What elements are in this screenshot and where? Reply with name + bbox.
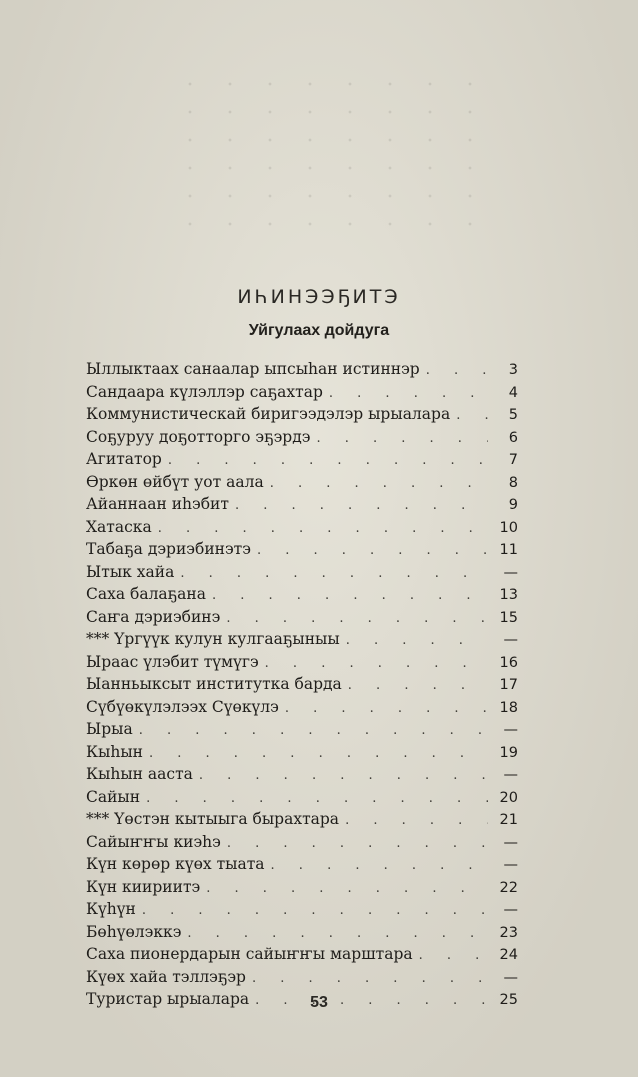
toc-entry xyxy=(86,493,518,516)
toc-entry-title: Сүбүөкүлэлээх Сүөкүлэ xyxy=(86,697,279,716)
dot-leader xyxy=(419,945,488,968)
toc-entry-page: 6 xyxy=(508,429,518,446)
toc-entry-page: — xyxy=(503,902,518,918)
toc-entry-title: Күөх хайа тэллэҕэр xyxy=(86,967,246,986)
toc-entry xyxy=(86,696,518,719)
toc-entry-title: Агитатор xyxy=(86,450,162,468)
dot-leader xyxy=(285,698,488,721)
toc-entry-page: 16 xyxy=(499,654,518,671)
toc-entry-title: Күн көрөр күөх тыата xyxy=(86,855,265,873)
toc-entry-page: 9 xyxy=(508,497,518,513)
dot-leader xyxy=(235,495,488,518)
toc-entry-page: 17 xyxy=(499,677,518,693)
toc-list xyxy=(86,358,518,1011)
dot-leader xyxy=(271,855,488,878)
toc-entry-page: — xyxy=(503,564,518,581)
toc-entry-page: 11 xyxy=(499,542,518,558)
dot-leader xyxy=(206,878,488,901)
toc-entry-page: 23 xyxy=(499,924,518,941)
page-number: 53 xyxy=(310,994,328,1011)
toc-entry-title: Ырыа xyxy=(86,720,133,738)
toc-entry xyxy=(86,853,518,876)
toc-entry xyxy=(86,561,518,584)
dot-leader xyxy=(146,788,488,811)
dot-leader xyxy=(199,765,488,788)
toc-entry-page: 25 xyxy=(499,992,518,1008)
toc-entry xyxy=(86,673,518,696)
toc-entry xyxy=(86,898,518,921)
toc-entry-title: Саҥа дэриэбинэ xyxy=(86,607,221,626)
toc-entry-title: Ытык хайа xyxy=(86,562,175,581)
toc-entry-page: 22 xyxy=(499,879,518,896)
toc-entry-page: — xyxy=(503,969,518,986)
dot-leader xyxy=(142,900,488,923)
toc-entry-title: Саха пионердарын сайыҥҥы марштара xyxy=(86,945,413,963)
toc-entry-title: Сандаара күлэллэр саҕахтар xyxy=(86,382,323,401)
dot-leader xyxy=(226,608,488,631)
toc-entry-page: 20 xyxy=(499,789,518,806)
toc-entry-page: 3 xyxy=(508,362,518,378)
toc-entry-title: Ыллыктаах санаалар ыпсыһан истиннэр xyxy=(86,360,420,378)
dot-leader xyxy=(265,653,488,676)
toc-entry-page: 8 xyxy=(508,474,518,491)
dot-leader xyxy=(139,720,488,743)
toc-entry xyxy=(86,516,518,539)
toc-entry-page: 19 xyxy=(499,744,518,761)
toc-entry xyxy=(86,583,518,606)
toc-entry-title: *** Үөстэн кытыыга бырахтара xyxy=(86,810,340,828)
toc-entry xyxy=(86,763,518,786)
dot-leader xyxy=(257,540,488,563)
show-through-marks xyxy=(170,70,490,250)
dot-leader xyxy=(252,968,488,991)
toc-entry xyxy=(86,808,518,831)
toc-entry-title: Коммунистическай биригээдэлэр ырыалара xyxy=(86,405,451,423)
toc-entry-page: 10 xyxy=(499,519,518,536)
toc-entry-title: Соҕуруу доҕотторго эҕэрдэ xyxy=(86,427,311,446)
toc-entry-title: Кыһын xyxy=(86,742,143,761)
toc-entry-page: 5 xyxy=(508,407,518,423)
toc-entry-title: Туристар ырыалара xyxy=(86,990,250,1008)
dot-leader xyxy=(180,563,488,586)
toc-entry xyxy=(86,831,518,854)
toc-entry-page: 15 xyxy=(499,609,518,626)
dot-leader xyxy=(316,428,488,451)
dot-leader xyxy=(426,360,488,383)
toc-entry-title: Кыһын ааста xyxy=(86,765,193,783)
toc-entry xyxy=(86,448,518,471)
toc-entry-page: 18 xyxy=(499,699,518,716)
toc-entry xyxy=(86,786,518,809)
toc-entry-page: — xyxy=(503,767,518,783)
toc-entry-title: Күн киириитэ xyxy=(86,877,201,896)
toc-entry-title: Өркөн өйбүт уот аала xyxy=(86,472,264,491)
toc-entry xyxy=(86,426,518,449)
toc-entry-title: Ыанньыксыт институтка барда xyxy=(86,675,342,693)
dot-leader xyxy=(329,383,488,406)
toc-entry xyxy=(86,966,518,989)
dot-leader xyxy=(187,923,488,946)
toc-entry xyxy=(86,651,518,674)
toc-entry xyxy=(86,718,518,741)
toc-entry-title: Бөһүөлэккэ xyxy=(86,922,182,941)
toc-entry xyxy=(86,538,518,561)
toc-entry xyxy=(86,381,518,404)
toc-entry xyxy=(86,876,518,899)
dot-leader xyxy=(158,518,488,541)
toc-entry-title: Саха балаҕана xyxy=(86,585,206,603)
toc-entry-page: — xyxy=(503,857,518,873)
toc-entry xyxy=(86,606,518,629)
dot-leader xyxy=(168,450,488,473)
toc-entry-title: Хатаска xyxy=(86,517,152,536)
dot-leader xyxy=(227,833,488,856)
toc-entry-page: — xyxy=(503,722,518,738)
toc-entry-page: 7 xyxy=(508,452,518,468)
toc-entry-title: Сайыҥҥы киэһэ xyxy=(86,832,221,851)
toc-entry xyxy=(86,943,518,966)
toc-entry xyxy=(86,628,518,651)
toc-entry xyxy=(86,921,518,944)
contents-heading: ИҺИНЭЭҔИТЭ xyxy=(237,286,401,308)
toc-entry xyxy=(86,471,518,494)
dot-leader xyxy=(348,675,488,698)
dot-leader xyxy=(212,585,488,608)
toc-entry-page: — xyxy=(503,632,518,648)
toc-entry-page: 24 xyxy=(499,947,518,963)
toc-entry xyxy=(86,403,518,426)
toc-entry xyxy=(86,358,518,381)
toc-entry-title: *** Үргүүк кулун кулгааҕыныы xyxy=(86,630,340,648)
toc-entry-page: 4 xyxy=(508,384,518,401)
toc-entry-page: — xyxy=(503,834,518,851)
toc-entry-page: 21 xyxy=(499,812,518,828)
toc-entry-title: Айаннаан иһэбит xyxy=(86,495,229,513)
toc-entry-title: Ыраас үлэбит түмүгэ xyxy=(86,652,259,671)
section-heading: Уйгулаах дойдуга xyxy=(248,322,390,339)
toc-entry-title: Табаҕа дэриэбинэтэ xyxy=(86,540,251,558)
toc-entry xyxy=(86,741,518,764)
toc-entry-page: 13 xyxy=(499,587,518,603)
dot-leader xyxy=(270,473,488,496)
toc-entry-title: Сайын xyxy=(86,787,141,806)
dot-leader xyxy=(456,405,488,428)
dot-leader xyxy=(346,630,488,653)
dot-leader xyxy=(149,743,488,766)
dot-leader xyxy=(345,810,488,833)
toc-entry-title: Күһүн xyxy=(86,900,136,918)
